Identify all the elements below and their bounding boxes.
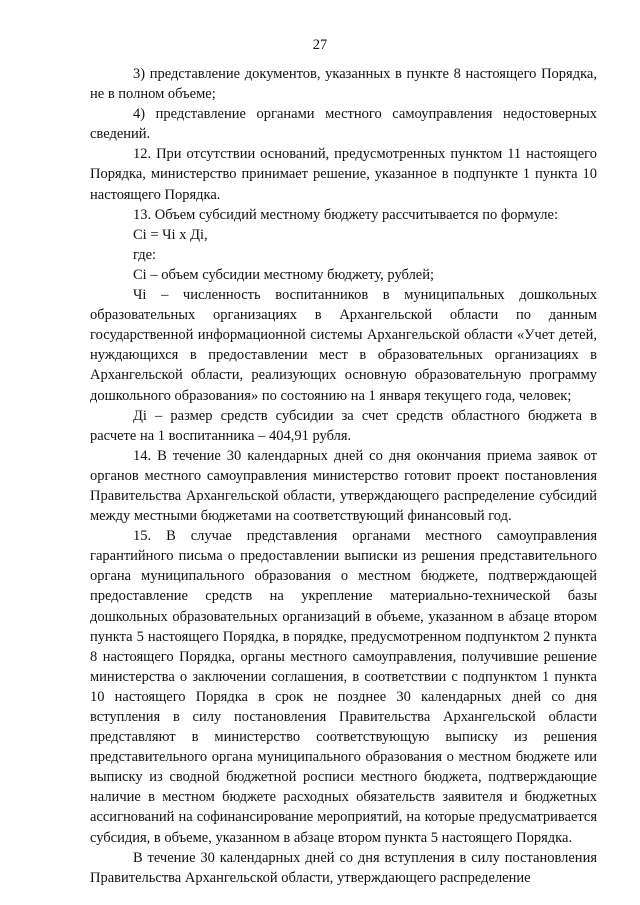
formula: Сi = Чi х Дi, (133, 226, 208, 243)
paragraph-point-13: 13. Объем субсидий местному бюджету рассчитывается по формуле: (133, 206, 559, 223)
paragraph-where: где: (133, 246, 157, 263)
paragraph-point-12: 12. При отсутствии оснований, предусмотренных пунктом 11 настоящего Порядка, министерство принимает решение, указанное в подпункте 1 пункта 10 настоящего Порядка. (90, 146, 597, 203)
page-number: 27 (312, 37, 328, 53)
document-body (90, 64, 597, 888)
paragraph-item-4: 4) представление органами местного самоуправления недостоверных сведений. (90, 106, 597, 143)
paragraph-point-15-continuation: В течение 30 календарных дней со дня вступления в силу постановления Правительства Архангельской области, утверждающего распределение (90, 849, 597, 886)
definition-chi: Чi – численность воспитанников в муниципальных дошкольных образовательных организациях в Архангельской области по данным государственной информационной системы Архангельской области «Учет детей, нуждающихся в предоставлении мест в образовательных организациях в Архангельской области, реализующих основную образовательную программу дошкольного образования» по состоянию на 1 января текущего года, человек; (90, 287, 597, 404)
definition-di: Дi – размер средств субсидии за счет средств областного бюджета в расчете на 1 воспитанника – 404,91 рубля. (90, 407, 597, 444)
paragraph-item-3: 3) представление документов, указанных в пункте 8 настоящего Порядка, не в полном объеме; (90, 66, 597, 103)
definition-ci: Сi – объем субсидии местному бюджету, рублей; (133, 266, 435, 283)
paragraph-point-15: 15. В случае представления органами местного самоуправления гарантийного письма о предоставлении выписки из решения представительного органа муниципального образования о местном бюджете, подтверждающей предоставление средств на укрепление материально-технической базы дошкольных образовательных организаций в объеме, указанном в абзаце втором пункта 5 настоящего Порядка, в порядке, предусмотренном подпунктом 2 пункта 8 настоящего Порядка, органы местного самоуправления, получившие решение министерства о заключении соглашения, в соответствии с подпунктом 1 пункта 10 настоящего Порядка в срок не позднее 30 календарных дней со дня вступления в силу постановления Правительства Архангельской области представляют в министерство соответствующую выписку из решения представительного органа муниципального образования о местном бюджете или выписку из сводной бюджетной росписи местного бюджета, подтверждающие наличие в местном бюджете расходных обязательств заявителя и бюджетных ассигнований на софинансирование мероприятий, на которые предусматривается субсидия, в объеме, указанном в абзаце втором пункта 5 настоящего Порядка. (90, 528, 597, 846)
paragraph-point-14: 14. В течение 30 календарных дней со дня окончания приема заявок от органов местного самоуправления министерство готовит проект постановления Правительства Архангельской области, утверждающего распределение субсидий между местными бюджетами на соответствующий финансовый год. (90, 447, 597, 525)
